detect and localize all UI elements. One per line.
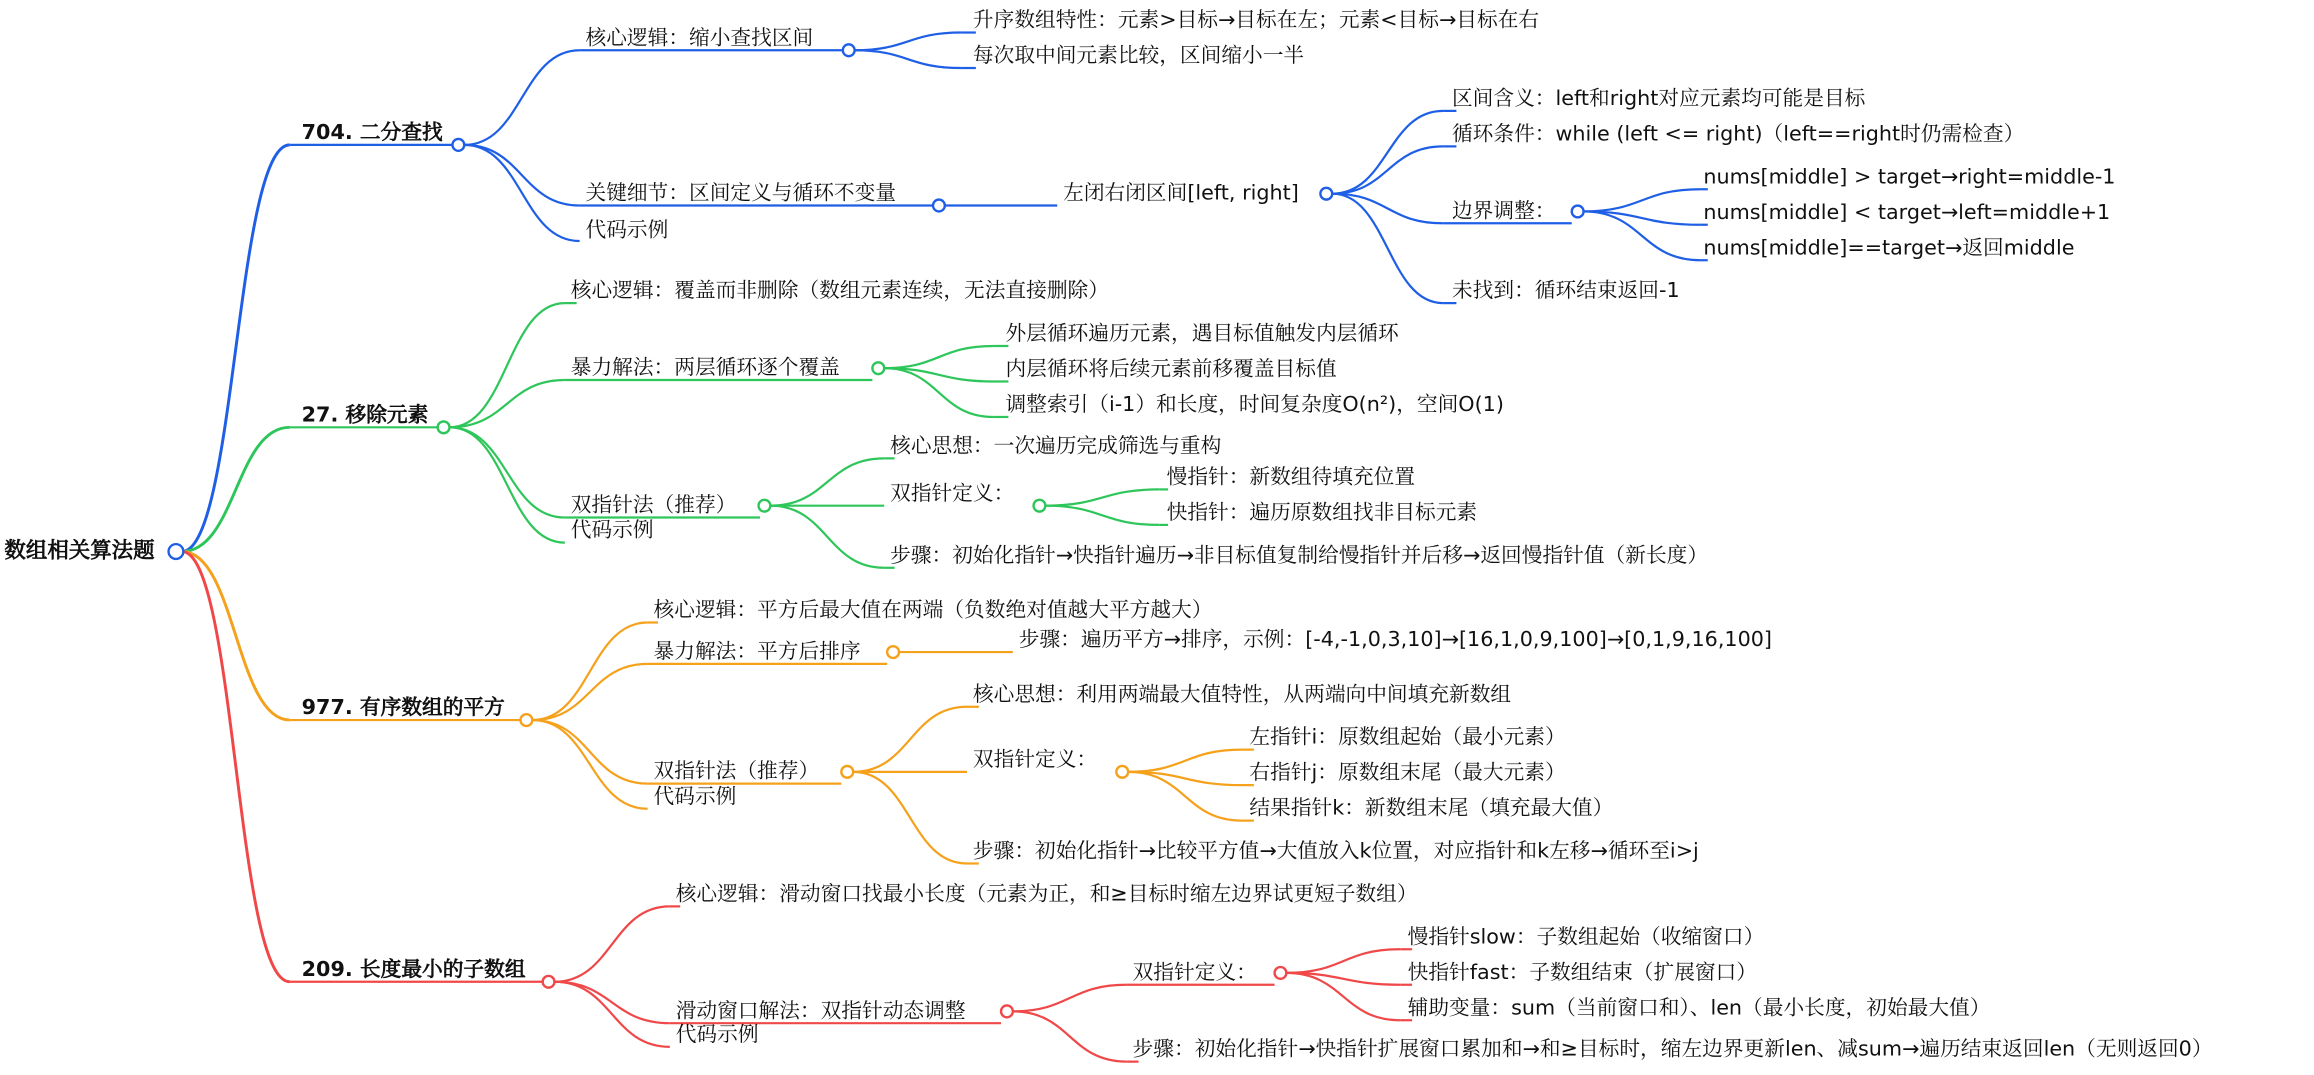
connector-line xyxy=(853,707,967,772)
connector-line xyxy=(182,552,290,721)
node-27-code-example[interactable]: 代码示例 xyxy=(570,518,654,543)
node-209-fast-pointer[interactable]: 快指针fast：子数组结束（扩展窗口） xyxy=(1407,961,1758,985)
connector-line xyxy=(1332,111,1443,194)
node-27-steps[interactable]: 步骤：初始化指针→快指针遍历→非目标值复制给慢指针并后移→返回慢指针值（新长度） xyxy=(890,544,1709,568)
node-27-brute-force[interactable]: 暴力解法：两层循环逐个覆盖 xyxy=(570,356,840,381)
node-704-loop-condition[interactable]: 循环条件：while (left <= right)（left==right时仍需检查） xyxy=(1451,122,2025,147)
collapse-toggle-icon[interactable] xyxy=(1034,500,1046,512)
node-27-core-idea[interactable]: 核心思想：一次遍历完成筛选与重构 xyxy=(890,434,1222,459)
node-704-ascending-property[interactable]: 升序数组特性：元素>目标→目标在左；元素<目标→目标在右 xyxy=(972,8,1540,33)
connector-line xyxy=(853,772,967,864)
branch-squares-sorted-array[interactable]: 977. 有序数组的平方 xyxy=(301,696,505,721)
node-209-code-example[interactable]: 代码示例 xyxy=(675,1023,759,1047)
node-209-core-logic[interactable]: 核心逻辑：滑动窗口找最小长度（元素为正，和≥目标时缩左边界试更短子数组） xyxy=(675,882,1418,907)
node-704-adjust-left[interactable]: nums[middle] < target→left=middle+1 xyxy=(1703,201,2111,225)
collapse-toggle-icon[interactable] xyxy=(841,766,853,778)
connector-line xyxy=(855,33,961,51)
connector-line xyxy=(1286,973,1400,1020)
connector-line xyxy=(464,50,579,145)
collapse-toggle-icon[interactable] xyxy=(1001,1005,1013,1017)
node-209-pointer-def[interactable]: 双指针定义： xyxy=(1132,961,1257,985)
root-node[interactable]: 数组相关算法题 xyxy=(4,539,155,564)
connector-line xyxy=(855,50,961,68)
connector-line xyxy=(449,427,564,517)
collapse-toggle-icon[interactable] xyxy=(843,44,855,56)
node-27-slow-pointer[interactable]: 慢指针：新数组待填充位置 xyxy=(1166,465,1416,490)
node-704-interval-meaning[interactable]: 区间含义：left和right对应元素均可能是目标 xyxy=(1451,87,1866,111)
collapse-toggle-icon[interactable] xyxy=(872,362,884,374)
node-27-brute-inner[interactable]: 内层循环将后续元素前移覆盖目标值 xyxy=(1005,357,1337,382)
connector-line xyxy=(182,427,290,551)
connector-line xyxy=(1013,985,1127,1012)
node-704-boundary-adjust[interactable]: 边界调整： xyxy=(1451,199,1556,224)
collapse-toggle-icon[interactable] xyxy=(759,500,771,512)
connector-line xyxy=(464,145,579,206)
branch-binary-search[interactable]: 704. 二分查找 xyxy=(301,121,443,145)
connector-line xyxy=(449,380,564,427)
node-704-key-details[interactable]: 关键细节：区间定义与循环不变量 xyxy=(585,181,897,206)
connector-line xyxy=(770,458,884,505)
node-704-core-logic[interactable]: 核心逻辑：缩小查找区间 xyxy=(585,26,814,51)
node-27-fast-pointer[interactable]: 快指针：遍历原数组找非目标元素 xyxy=(1166,501,1478,525)
node-977-result-pointer[interactable]: 结果指针k：新数组末尾（填充最大值） xyxy=(1249,796,1614,821)
connector-line xyxy=(1013,1011,1127,1061)
node-977-steps[interactable]: 步骤：初始化指针→比较平方值→大值放入k位置，对应指针和k左移→循环至i>j xyxy=(972,839,1699,864)
node-27-two-pointers[interactable]: 双指针法（推荐） xyxy=(570,493,737,518)
connector-line xyxy=(1286,949,1400,973)
node-209-steps[interactable]: 步骤：初始化指针→快指针扩展窗口累加和→和≥目标时，缩左边界更新len、减sum→遍历结束返回len（无则返回0） xyxy=(1132,1037,2213,1062)
connector-line xyxy=(449,427,564,542)
connector-line xyxy=(182,552,290,982)
node-704-not-found[interactable]: 未找到：循环结束返回-1 xyxy=(1451,279,1680,304)
collapse-toggle-icon[interactable] xyxy=(887,646,899,658)
node-704-return-middle[interactable]: nums[middle]==target→返回middle xyxy=(1703,236,2075,261)
connector-line xyxy=(554,982,669,1047)
collapse-toggle-icon[interactable] xyxy=(438,421,450,433)
branch-remove-element[interactable]: 27. 移除元素 xyxy=(301,403,429,428)
collapse-toggle-icon[interactable] xyxy=(1320,188,1332,200)
node-977-left-pointer[interactable]: 左指针i：原数组起始（最小元素） xyxy=(1249,725,1566,750)
connector-line xyxy=(884,346,993,368)
connector-line xyxy=(554,906,669,981)
node-977-code-example[interactable]: 代码示例 xyxy=(653,785,737,809)
node-704-closed-interval[interactable]: 左闭右闭区间[left, right] xyxy=(1063,181,1299,206)
connector-line xyxy=(1332,194,1443,303)
node-977-brute-force[interactable]: 暴力解法：平方后排序 xyxy=(653,640,861,664)
collapse-toggle-icon[interactable] xyxy=(520,714,532,726)
node-209-sliding-window[interactable]: 滑动窗口解法：双指针动态调整 xyxy=(675,999,966,1024)
collapse-toggle-icon[interactable] xyxy=(452,139,464,151)
collapse-toggle-icon[interactable] xyxy=(1116,766,1128,778)
connector-line xyxy=(1045,506,1159,525)
node-977-core-idea[interactable]: 核心思想：利用两端最大值特性，从两端向中间填充新数组 xyxy=(972,683,1512,707)
node-704-halve-interval[interactable]: 每次取中间元素比较，区间缩小一半 xyxy=(972,44,1305,69)
branch-min-subarray-len[interactable]: 209. 长度最小的子数组 xyxy=(301,958,526,982)
collapse-toggle-icon[interactable] xyxy=(1275,967,1287,979)
collapse-toggle-icon[interactable] xyxy=(543,976,555,988)
connector-line xyxy=(532,720,647,784)
node-27-pointer-def[interactable]: 双指针定义： xyxy=(890,482,1015,506)
connector-line xyxy=(532,622,647,720)
connector-line xyxy=(1128,750,1242,772)
node-977-pointer-def[interactable]: 双指针定义： xyxy=(972,748,1098,772)
node-704-adjust-right[interactable]: nums[middle] > target→right=middle-1 xyxy=(1703,165,2116,190)
node-977-brute-steps[interactable]: 步骤：遍历平方→排序，示例：[-4,-1,0,3,10]→[16,1,0,9,100]→[0,1,9,16,100] xyxy=(1018,628,1773,653)
connector-line xyxy=(464,145,579,241)
node-209-aux-vars[interactable]: 辅助变量：sum（当前窗口和）、len（最小长度，初始最大值） xyxy=(1407,996,1991,1021)
connector-line xyxy=(770,506,884,568)
node-977-two-pointers[interactable]: 双指针法（推荐） xyxy=(653,760,820,784)
node-27-core-logic[interactable]: 核心逻辑：覆盖而非删除（数组元素连续，无法直接删除） xyxy=(570,279,1109,304)
collapse-toggle-icon[interactable] xyxy=(933,200,945,212)
connector-line xyxy=(532,720,647,809)
collapse-toggle-icon[interactable] xyxy=(1572,206,1584,218)
node-977-core-logic[interactable]: 核心逻辑：平方后最大值在两端（负数绝对值越大平方越大） xyxy=(653,598,1213,623)
node-704-code-example[interactable]: 代码示例 xyxy=(585,218,669,243)
collapse-toggle-icon[interactable] xyxy=(169,544,184,559)
connector-line xyxy=(1584,189,1701,211)
connector-line xyxy=(1045,489,1159,505)
node-209-slow-pointer[interactable]: 慢指针slow：子数组起始（收缩窗口） xyxy=(1407,925,1765,950)
connector-line xyxy=(449,303,564,427)
connector-line xyxy=(554,982,669,1023)
node-27-brute-complexity[interactable]: 调整索引（i-1）和长度，时间复杂度O(n²)，空间O(1) xyxy=(1005,393,1504,417)
node-27-brute-outer[interactable]: 外层循环遍历元素，遇目标值触发内层循环 xyxy=(1005,322,1399,346)
node-977-right-pointer[interactable]: 右指针j：原数组末尾（最大元素） xyxy=(1249,761,1566,786)
